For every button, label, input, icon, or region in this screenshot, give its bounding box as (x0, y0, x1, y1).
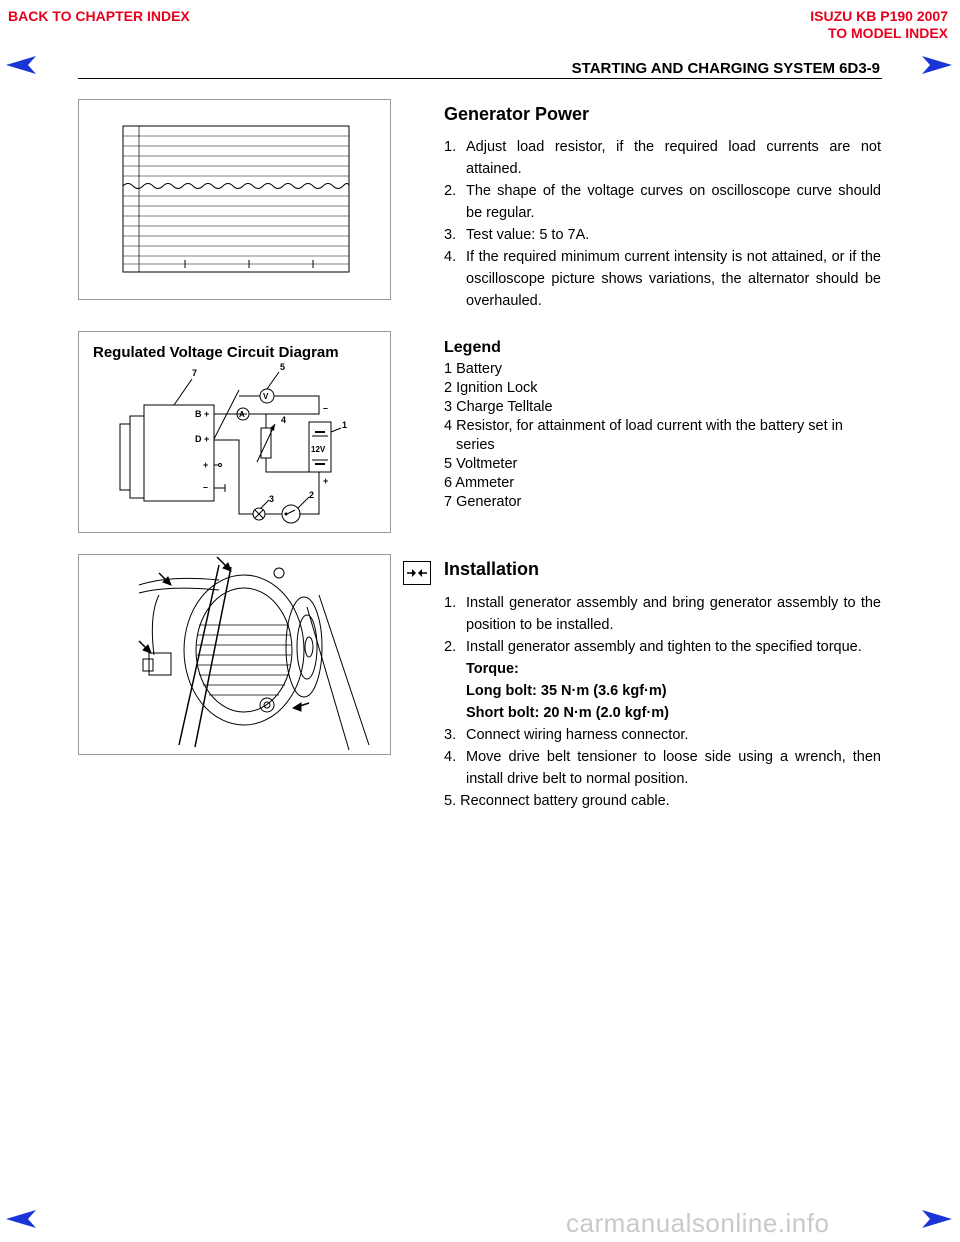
circuit-diagram-figure (78, 331, 391, 533)
torque-short-bolt: Short bolt: 20 N·m (2.0 kgf·m) (466, 705, 670, 721)
prev-page-arrow-bottom-icon[interactable] (6, 1210, 36, 1228)
battery-minus-label: – (323, 403, 329, 413)
next-page-arrow-bottom-icon[interactable] (922, 1210, 952, 1228)
list-item: 3. Test value: 5 to 7A. (444, 227, 590, 243)
legend-item: 7 Generator (444, 494, 522, 510)
step-5: 5. Reconnect battery ground cable. (444, 793, 670, 809)
label-1: 1 (342, 420, 348, 430)
list-item: 1. Adjust load resistor, if the required load currents are not attained. (444, 139, 881, 177)
generator-installation-figure (78, 554, 391, 755)
list-item: 4. If the required minimum current intensity is not attained, or if the oscilloscope picture shows variations, the alternator should be overhauled. (444, 249, 881, 309)
installation-steps (444, 592, 881, 812)
legend-item: 3 Charge Telltale (444, 399, 553, 415)
generator-power-heading: Generator Power (444, 104, 590, 124)
legend-item: 1 Battery (444, 361, 503, 377)
label-7: 7 (192, 368, 198, 378)
label-3: 3 (269, 494, 275, 504)
to-model-index: TO MODEL INDEX (827, 25, 948, 41)
page-header-title: STARTING AND CHARGING SYSTEM 6D3-9 (571, 60, 880, 77)
legend-item: 2 Ignition Lock (444, 380, 538, 396)
legend-item: 5 Voltmeter (444, 456, 518, 472)
minus-terminal-label: – (203, 482, 209, 492)
list-item: 2. The shape of the voltage curves on oscilloscope curve should be regular. (444, 183, 881, 221)
install-arrows-icon (403, 561, 431, 585)
legend-heading: Legend (444, 339, 501, 356)
ammeter-a-label: A (239, 410, 245, 419)
back-to-chapter-index-link[interactable]: BACK TO CHAPTER INDEX (8, 8, 190, 24)
list-item: 1. Install generator assembly and bring generator assembly to the position to be installed. (444, 595, 881, 633)
list-item: 3. Connect wiring harness connector. (444, 727, 689, 743)
circuit-diagram-title: Regulated Voltage Circuit Diagram (93, 344, 339, 361)
model-index-link[interactable] (810, 8, 948, 42)
list-item: 2. Install generator assembly and tighten to the specified torque. (444, 639, 862, 655)
generator-power-steps (444, 136, 881, 312)
legend-item: 4 Resistor, for attainment of load current with the battery set in series (444, 418, 843, 453)
battery-voltage-label: 12V (311, 445, 326, 454)
next-page-arrow-icon[interactable] (922, 56, 952, 74)
installation-heading: Installation (444, 559, 540, 579)
plus-terminal-label: + (203, 460, 209, 470)
d-plus-label: D + (195, 434, 210, 444)
legend-item: 6 Ammeter (444, 475, 515, 491)
installation-steps-list (444, 592, 881, 658)
label-5: 5 (280, 362, 286, 372)
label-2: 2 (309, 490, 315, 500)
label-4: 4 (281, 415, 287, 425)
b-plus-label: B + (195, 409, 210, 419)
oscilloscope-figure (78, 99, 391, 300)
list-item: 4. Move drive belt tensioner to loose side using a wrench, then install drive belt to normal position. (444, 749, 881, 787)
voltmeter-v-label: V (263, 392, 269, 401)
installation-steps-list-2 (444, 724, 881, 790)
legend-list (444, 360, 884, 512)
header-rule (78, 78, 882, 79)
prev-page-arrow-icon[interactable] (6, 56, 36, 74)
battery-plus-label: + (323, 476, 329, 486)
torque-long-bolt: Long bolt: 35 N·m (3.6 kgf·m) (466, 683, 667, 699)
watermark: carmanualsonline.info (566, 1208, 830, 1238)
model-title: ISUZU KB P190 2007 (810, 8, 948, 24)
torque-label: Torque: (466, 661, 519, 677)
